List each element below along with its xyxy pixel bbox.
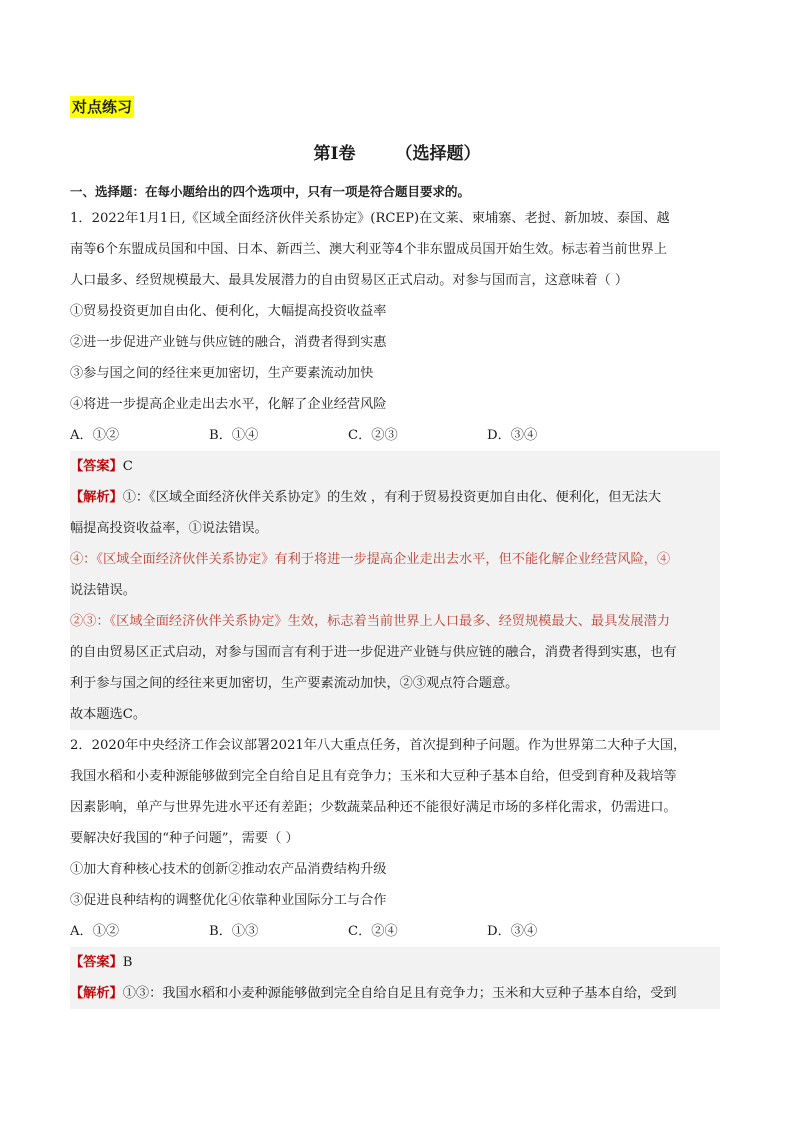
page-title bbox=[0, 143, 794, 165]
q2-stem-line: 2．2020年中央经济工作会议部署2021年八大重点任务，首次提到种子问题。作为世界第二大种子大国， bbox=[70, 738, 687, 753]
q1-analysis-line: 幅提高投资收益率，①说法错误。 bbox=[70, 513, 720, 544]
answer-label: 【答案】 bbox=[70, 459, 123, 474]
section-tag: 对点练习 bbox=[72, 98, 133, 116]
q1-option-a: A．①② bbox=[70, 428, 120, 443]
q2-item: ③促进良种结构的调整优化④依靠种业国际分工与合作 bbox=[70, 893, 387, 908]
content bbox=[70, 181, 720, 1009]
q1-analysis-line: 利于参与国之间的经往来更加密切，生产要素流动加快，②③观点符合题意。 bbox=[70, 668, 720, 699]
q1-stem-line: 南等6个东盟成员国和中国、日本、新西兰、澳大利亚等4个非东盟成员国开始生效。标志着当前世界上 bbox=[70, 242, 668, 257]
analysis-label: 【解析】 bbox=[70, 986, 123, 1001]
q2-stem-line: 因素影响，单产与世界先进水平还有差距；少数蔬菜品种还不能很好满足市场的多样化需求，仍需进口。 bbox=[70, 800, 677, 815]
q1-analysis-line: 说法错误。 bbox=[70, 575, 720, 606]
analysis-text: ①③：我国水稻和小麦种源能够做到完全自给自足且有竞争力；玉米和大豆种子基本自给，受到 bbox=[122, 986, 677, 1001]
q2-stem-line: 我国水稻和小麦种源能够做到完全自给自足且有竞争力；玉米和大豆种子基本自给，但受到育种及栽培等 bbox=[70, 769, 677, 784]
q1-item: ③参与国之间的经往来更加密切，生产要素流动加快 bbox=[70, 366, 374, 381]
answer-label: 【答案】 bbox=[70, 955, 123, 970]
q2-option-a: A．①② bbox=[70, 924, 120, 939]
q2-stem-line: 要解决好我国的“种子问题”，需要（ ） bbox=[70, 831, 299, 846]
q1-item: ①贸易投资更加自由化、便利化，大幅提高投资收益率 bbox=[70, 304, 387, 319]
instruction: 一、选择题：在每小题给出的四个选项中，只有一项是符合题目要求的。 bbox=[70, 184, 471, 199]
q1-options bbox=[70, 420, 720, 451]
q1-option-b: B．①④ bbox=[209, 428, 259, 443]
q2-option-b: B．①③ bbox=[209, 924, 259, 939]
q1-option-c: C．②③ bbox=[348, 428, 398, 443]
answer-value: C bbox=[122, 459, 133, 474]
q1-analysis-line bbox=[70, 482, 720, 513]
q2-answer bbox=[70, 947, 720, 978]
q2-option-c: C．②④ bbox=[348, 924, 398, 939]
q1-item: ④将进一步提高企业走出去水平，化解了企业经营风险 bbox=[70, 397, 387, 412]
q2-item: ①加大育种核心技术的创新②推动农产品消费结构升级 bbox=[70, 862, 387, 877]
q1-stem-line: 1．2022年1月1日,《区域全面经济伙伴关系协定》(RCEP)在文莱、柬埔寨、老挝、新加坡、泰国、越 bbox=[70, 211, 670, 226]
analysis-label: 【解析】 bbox=[70, 490, 123, 505]
q1-option-d: D．③④ bbox=[487, 428, 538, 443]
q1-analysis-line: 的自由贸易区正式启动，对参与国而言有利于进一步促进产业链与供应链的融合，消费者得到实惠，也有 bbox=[70, 637, 720, 668]
title-part: 第I卷 bbox=[313, 144, 356, 164]
q1-stem-line: 人口最多、经贸规模最大、最具发展潜力的自由贸易区正式启动。对参与国而言，这意味着（ ） bbox=[70, 273, 629, 288]
q1-analysis-line: 故本题选C。 bbox=[70, 699, 720, 730]
q1-answer bbox=[70, 451, 720, 482]
q1-analysis-line: ④：《区域全面经济伙伴关系协定》有利于将进一步提高企业走出去水平，但不能化解企业经营风险，④ bbox=[70, 544, 720, 575]
q1-item: ②进一步促进产业链与供应链的融合，消费者得到实惠 bbox=[70, 335, 387, 350]
q1-analysis-line: ②③：《区域全面经济伙伴关系协定》生效，标志着当前世界上人口最多、经贸规模最大、最具发展潜力 bbox=[70, 606, 720, 637]
q2-option-d: D．③④ bbox=[487, 924, 538, 939]
q2-analysis-line bbox=[70, 978, 720, 1009]
analysis-text: ①：《区域全面经济伙伴关系协定》的生效 ，有利于贸易投资更加自由化、便利化，但无法大 bbox=[122, 490, 662, 505]
answer-value: B bbox=[122, 955, 133, 970]
title-sub: （选择题） bbox=[395, 144, 481, 164]
q2-options bbox=[70, 916, 720, 947]
